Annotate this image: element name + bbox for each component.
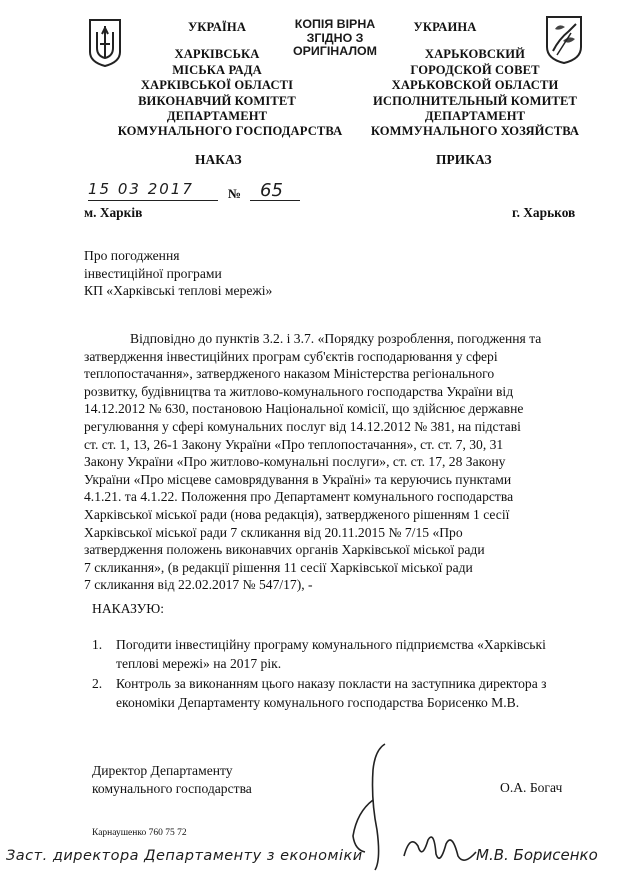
preamble-line: регулювання у сфері комунальних послуг від 14.12.2012 № 381, на підставі bbox=[84, 418, 521, 434]
stamp-line: ЗГІДНО З bbox=[306, 30, 364, 45]
header-ua-line: УКРАЇНА bbox=[187, 20, 247, 34]
order-word: НАКАЗУЮ: bbox=[92, 601, 165, 616]
deputy-signature bbox=[400, 826, 480, 876]
preamble-line: затвердження інвестиційних програм суб'єктів господарювання у сфері bbox=[84, 348, 498, 364]
item-line: Погодити інвестиційну програму комунального підприємства «Харківські bbox=[116, 637, 546, 652]
header-ua-line: МІСЬКА РАДА bbox=[172, 62, 262, 77]
header-ru-line: ХАРЬКОВСКОЙ ОБЛАСТИ bbox=[391, 78, 559, 93]
header-ru-line: УКРАИНА bbox=[413, 20, 477, 34]
header-ua-line: ВИКОНАВЧИЙ КОМІТЕТ bbox=[138, 93, 296, 108]
header-ru-line: ИСПОЛНИТЕЛЬНЫЙ КОМИТЕТ bbox=[373, 93, 577, 108]
preamble-line: затвердження положень виконавчих органів Харківської міської ради bbox=[84, 542, 485, 558]
subject-line: Про погодження bbox=[84, 248, 180, 263]
preamble-line: 4.1.21. та 4.1.22. Положення про Департамент комунального господарства bbox=[84, 489, 514, 505]
preamble-line: Харківської міської ради (нова редакція), затвердженого рішенням 1 сесії bbox=[84, 506, 510, 522]
preamble-line: 14.12.2012 № 630, постановою Національної комісії, що здійснює державне bbox=[84, 401, 524, 417]
list-item bbox=[92, 636, 592, 673]
preamble-line: ст. ст. 1, 13, 26-1 Закону України «Про теплопостачання», ст. ст. 7, 30, 31 bbox=[84, 436, 504, 452]
signatory-name: О.А. Богач bbox=[500, 780, 563, 795]
preamble-line: 7 скликання», (в редакції рішення 11 сесії Харківської міської ради bbox=[84, 559, 473, 575]
handwritten-footer: Заст. директора Департаменту з економіки bbox=[6, 848, 363, 864]
item-number: 1. bbox=[92, 637, 103, 652]
header-ru-line: ХАРЬКОВСКИЙ bbox=[424, 47, 526, 62]
preamble-line: Відповідно до пунктів 3.2. і 3.7. «Порядку розроблення, погодження та bbox=[130, 331, 542, 346]
executor-info: Карнаушенко 760 75 72 bbox=[92, 828, 187, 838]
order-subject bbox=[84, 247, 272, 300]
handwritten-signer: М.В. Борисенко bbox=[476, 846, 598, 864]
item-line: теплові мережі» на 2017 рік. bbox=[116, 655, 282, 671]
header-ua-line: ХАРКІВСЬКА bbox=[174, 47, 260, 62]
signature-position-line: комунального господарства bbox=[92, 780, 252, 796]
number-sign: № bbox=[228, 186, 242, 201]
stamp-line: ОРИГІНАЛОМ bbox=[293, 44, 377, 59]
preamble-line: розвитку, будівництва та житлово-комунального господарства України від bbox=[84, 383, 514, 399]
city-ua: м. Харків bbox=[84, 205, 143, 220]
subject-line: інвестиційної програми bbox=[84, 265, 222, 281]
handwritten-date: 15 03 2017 bbox=[88, 180, 194, 198]
city-ru: г. Харьков bbox=[512, 205, 576, 220]
date-field bbox=[88, 180, 218, 201]
item-line: економіки Департаменту комунального господарства Борисенко М.В. bbox=[116, 694, 520, 710]
item-number: 2. bbox=[92, 676, 103, 692]
header-ru-line: КОММУНАЛЬНОГО ХОЗЯЙСТВА bbox=[370, 124, 580, 139]
preamble-line: Харківської міської ради 7 скликання від 20.11.2015 № 7/15 «Про bbox=[84, 524, 463, 540]
item-line: Контроль за виконанням цього наказу покласти на заступника директора з bbox=[116, 676, 547, 692]
signature-position-line: Директор Департаменту bbox=[92, 763, 233, 778]
order-title-ua: НАКАЗ bbox=[195, 152, 242, 167]
signature-position bbox=[92, 762, 252, 797]
preamble-line: теплопостачання», затвердженого наказом Міністерства регіонального bbox=[84, 366, 495, 382]
header-ru bbox=[365, 20, 595, 140]
preamble bbox=[84, 330, 588, 594]
preamble-line: Закону України «Про житлово-комунальні послуги», ст. ст. 17, 28 Закону bbox=[84, 454, 506, 470]
header-ua-line: ДЕПАРТАМЕНТ bbox=[166, 109, 268, 124]
header-ua-line: КОМУНАЛЬНОГО ГОСПОДАРСТВА bbox=[117, 124, 343, 139]
list-item bbox=[92, 675, 592, 712]
header-ua-line: ХАРКІВСЬКОЇ ОБЛАСТІ bbox=[140, 78, 294, 93]
order-title-ru: ПРИКАЗ bbox=[436, 152, 492, 167]
header-ru-line: ДЕПАРТАМЕНТ bbox=[424, 109, 526, 124]
number-field bbox=[250, 180, 300, 201]
header-ru-line: ГОРОДСКОЙ СОВЕТ bbox=[410, 62, 540, 77]
stamp-line: КОПІЯ ВІРНА bbox=[294, 17, 376, 31]
preamble-line: України «Про місцеве самоврядування в Україні» та керуючись пунктами bbox=[84, 471, 512, 487]
preamble-line: 7 скликання від 22.02.2017 № 547/17), - bbox=[84, 577, 313, 593]
subject-line: КП «Харківські теплові мережі» bbox=[84, 283, 273, 298]
handwritten-number: 65 bbox=[260, 180, 283, 201]
order-items bbox=[92, 636, 592, 712]
